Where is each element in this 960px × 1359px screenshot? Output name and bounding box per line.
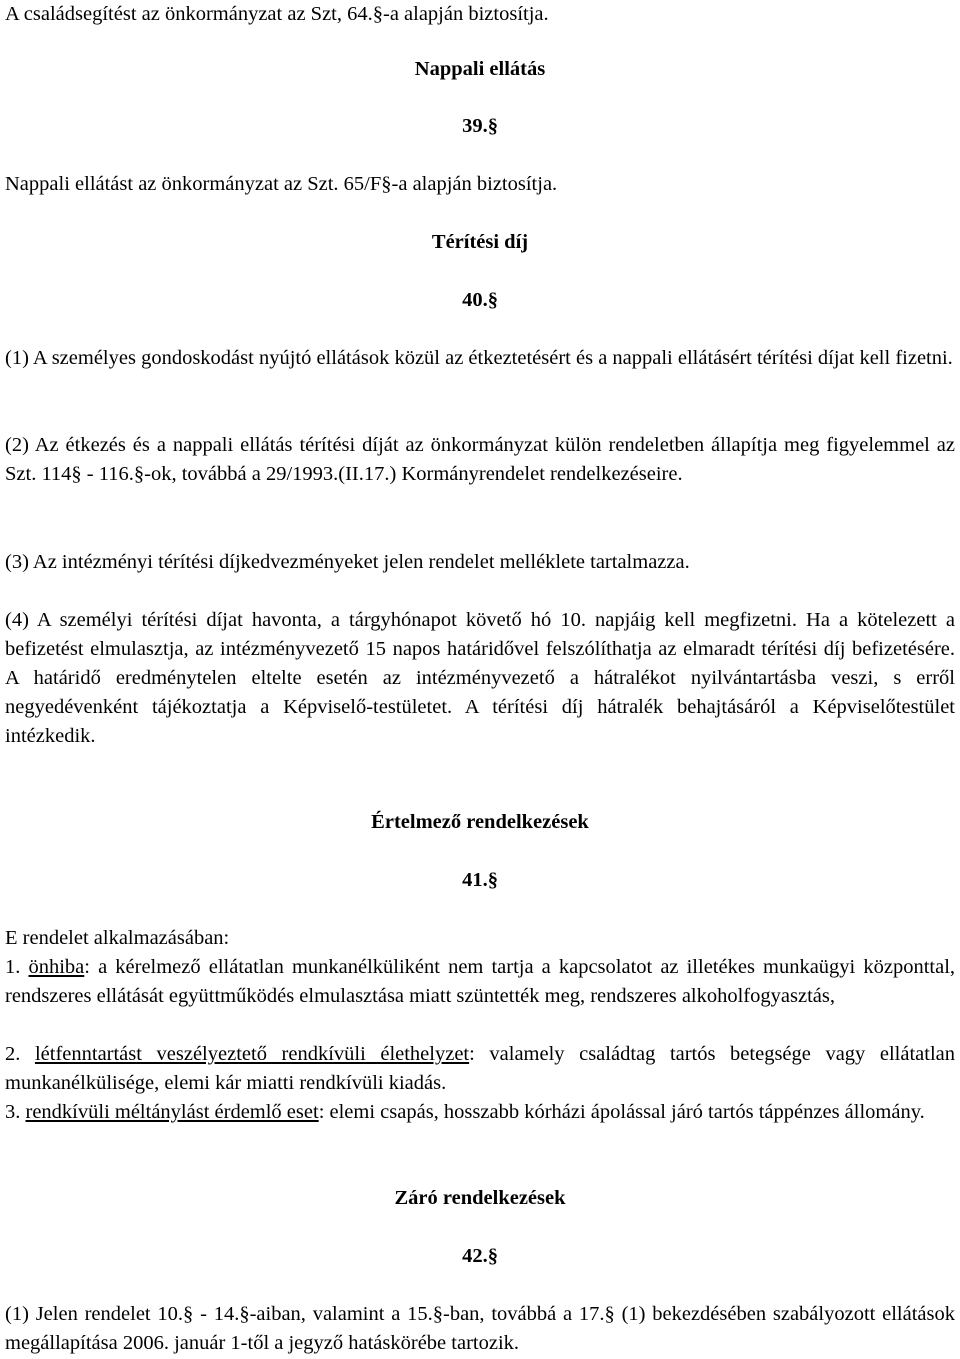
closing-paragraph-1: (1) Jelen rendelet 10.§ - 14.§-aiban, valamint a 15.§-ban, továbbá a 17.§ (1) bekezdésében szabályozott ellátások megállapítása 2006. január 1-től a jegyző hatáskörébe tartozik.: [5, 1303, 955, 1354]
definition-number: 2.: [5, 1043, 21, 1065]
fee-section-number: 40.§: [462, 289, 498, 311]
definition-item-2: [5, 1040, 955, 1098]
definition-term: létfenntartást veszélyeztető rendkívüli élethelyzet: [34, 1043, 470, 1065]
definition-number: 3.: [5, 1101, 21, 1123]
day-care-heading: Nappali ellátás: [414, 58, 546, 80]
closing-section-number: 42.§: [462, 1245, 498, 1267]
definition-term: rendkívüli méltánylást érdemlő eset: [25, 1101, 319, 1123]
definitions-lead: E rendelet alkalmazásában:: [5, 927, 230, 949]
day-care-section-number: 39.§: [462, 115, 498, 137]
definition-text: : a kérelmező ellátatlan munkanélküliként nem tartja a kapcsolatot az illetékes munkaügyi központtal, rendszeres ellátását együttműködés elmulasztása miatt szüntették meg, rendszeres alkoholfogyasztás,: [5, 956, 956, 1007]
definition-item-1: [5, 953, 955, 1011]
definition-item-3: [5, 1098, 955, 1127]
definition-number: 1.: [5, 956, 21, 978]
definition-text: : valamely családtag tartós betegsége vagy ellátatlan munkanélkülisége, elemi kár miatti rendkívüli kiadás.: [5, 1043, 955, 1094]
definition-text: : elemi csapás, hosszabb kórházi ápolással járó tartós táppénzes állomány.: [318, 1101, 925, 1123]
definitions-heading: Értelmező rendelkezések: [371, 811, 589, 833]
definitions-section-number: 41.§: [462, 869, 498, 891]
intro-line: A családsegítést az önkormányzat az Szt, 64.§-a alapján biztosítja.: [5, 3, 549, 25]
fee-paragraph-1: (1) A személyes gondoskodást nyújtó ellátások közül az étkeztetésért és a nappali ellátásért térítési díjat kell fizetni.: [5, 347, 953, 369]
fee-heading: Térítési díj: [431, 231, 529, 253]
fee-paragraph-4: (4) A személyi térítési díjat havonta, a tárgyhónapot követő hó 10. napjáig kell megfizetni. Ha a kötelezett a befizetést elmulasztja, az intézményvezető 15 napos határidővel felszólíthatja az elmaradt térítési díj befizetésére. A határidő eredménytelen eltelte esetén az intézményvezető a hátralékot nyilvántartásba veszi, s erről negyedévenként tájékoztatja a Képviselő-testületet. A térítési díj hátralék behajtásáról a Képviselőtestület intézkedik.: [5, 609, 955, 747]
fee-paragraph-2: (2) Az étkezés és a nappali ellátás térítési díját az önkormányzat külön rendeletben állapítja meg figyelemmel az Szt. 114§ - 116.§-ok, továbbá a 29/1993.(II.17.) Kormányrendelet rendelkezéseire.: [5, 434, 955, 485]
fee-paragraph-3: (3) Az intézményi térítési díjkedvezményeket jelen rendelet melléklete tartalmazza.: [5, 551, 690, 573]
definition-term: önhiba: [28, 956, 85, 978]
closing-heading: Záró rendelkezések: [394, 1187, 566, 1209]
day-care-text: Nappali ellátást az önkormányzat az Szt. 65/F§-a alapján biztosítja.: [5, 173, 558, 195]
